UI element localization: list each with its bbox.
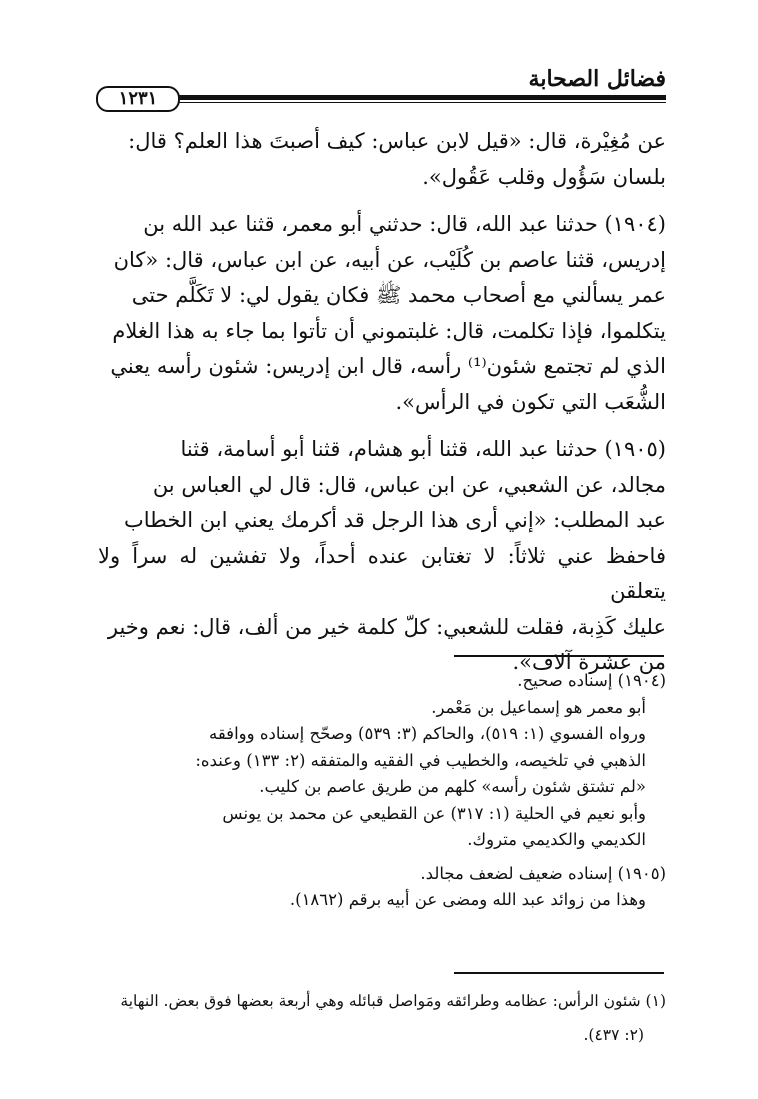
note-line: أبو معمر هو إسماعيل بن مَعْمر. xyxy=(431,697,646,717)
note-line: ورواه الفسوي (١: ٥١٩)، والحاكم (٣: ٥٣٩) وصحّح إسناده ووافقه xyxy=(208,724,646,743)
paragraph xyxy=(98,124,666,195)
text-line: عمر يسألني مع أصحاب محمد ﷺ فكان يقول لي: لا تَكَلَّم حتى xyxy=(131,283,666,307)
text-line: فاحفظ عني ثلاثاً: لا تغتابن عنده أحداً، ولا تفشين له سراً ولا يتعلقن xyxy=(98,543,666,603)
note-line: الذهبي في تلخيصه، والخطيب في الفقيه والمتفقه (٢: ١٣٣) وعنده: xyxy=(195,750,646,770)
text-line: الشُّعَب التي تكون في الرأس». xyxy=(395,389,666,414)
note-1905 xyxy=(98,861,666,914)
page-number-badge xyxy=(96,86,180,112)
footnote xyxy=(98,984,666,1052)
text-line: عليك كَذِبة، فقلت للشعبي: كلّ كلمة خير من ألف، قال: نعم وخير xyxy=(107,614,666,639)
notes-separator xyxy=(454,655,664,657)
text-line: بلسان سَؤُول وقلب عَقُول». xyxy=(422,164,666,189)
note-head: (١٩٠٥) إسناده ضعيف لضعف مجالد. xyxy=(420,863,666,883)
text-line: من عشرة آلاف». xyxy=(512,650,666,674)
note-1904 xyxy=(98,668,666,854)
note-line: «لم تشتق شئون رأسه» كلهم من طريق عاصم بن كليب. xyxy=(259,777,646,796)
text-line: إدريس، قثنا عاصم بن كُلَيْب، عن أبيه، عن ابن عباس، قال: «كان xyxy=(113,247,666,272)
footnote-line: (١) شئون الرأس: عظامه وطرائقه ومَواصل قبائله وهي أربعة بعضها فوق بعض. النهاية xyxy=(120,992,666,1010)
header-rule xyxy=(168,95,666,100)
editor-notes xyxy=(98,668,666,921)
text-line: يتكلموا، فإذا تكلمت، قال: غلبتموني أن تأتوا بما جاء به هذا الغلام xyxy=(112,318,666,343)
paragraph xyxy=(98,207,666,420)
note-line: الكديمي والكديمي متروك. xyxy=(467,830,646,849)
text-line: الذي لم تجتمع شئون⁽¹⁾ رأسه، قال ابن إدريس: شئون رأسه يعني xyxy=(110,354,666,378)
footnote-line: (٢: ٤٣٧). xyxy=(583,1026,644,1044)
note-line: وأبو نعيم في الحلية (١: ٣١٧) عن القطيعي عن محمد بن يونس xyxy=(222,803,646,823)
text-line: (١٩٠٤) حدثنا عبد الله، قال: حدثني أبو معمر، قثنا عبد الله بن xyxy=(143,212,666,236)
main-text xyxy=(98,124,666,693)
note-line: وهذا من زوائد عبد الله ومضى عن أبيه برقم (١٨٦٢). xyxy=(289,890,646,909)
text-line: (١٩٠٥) حدثنا عبد الله، قثنا أبو هشام، قثنا أبو أسامة، قثنا xyxy=(180,437,666,461)
paragraph xyxy=(98,432,666,681)
footnote-separator xyxy=(454,972,664,974)
text-line: عبد المطلب: «إني أرى هذا الرجل قد أكرمك يعني ابن الخطاب xyxy=(123,508,666,532)
note-head: (١٩٠٤) إسناده صحيح. xyxy=(517,671,666,690)
text-line: عن مُغِيْرة، قال: «قيل لابن عباس: كيف أصبتَ هذا العلم؟ قال: xyxy=(128,129,666,153)
text-line: مجالد، عن الشعبي، عن ابن عباس، قال: قال لي العباس بن xyxy=(152,472,666,497)
page-number: ١٢٣١ xyxy=(118,88,158,109)
running-header-title: فضائل الصحابة xyxy=(528,66,666,92)
header-rule-thin xyxy=(168,102,666,103)
